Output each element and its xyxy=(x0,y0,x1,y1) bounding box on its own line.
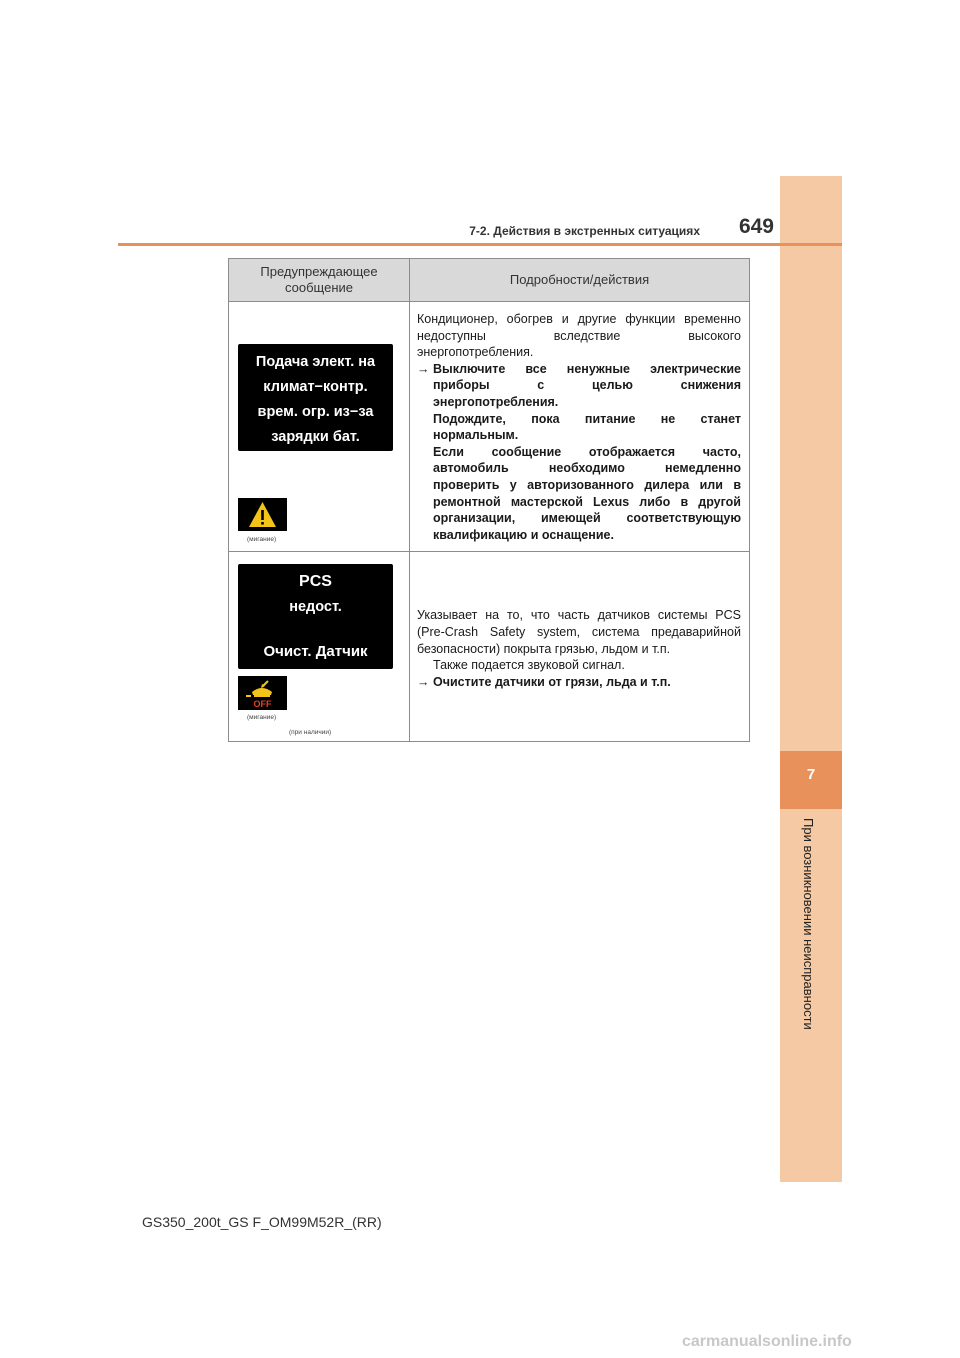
page-number: 649 xyxy=(738,215,774,238)
arrow-icon: → xyxy=(417,361,430,376)
action-block xyxy=(417,361,741,544)
display-line: Очист. Датчик xyxy=(263,643,368,661)
action-line: Очистите датчики от грязи, льда и т.п. xyxy=(433,674,671,689)
detail-line: Кондиционер, обогрев и другие функции временно xyxy=(417,312,741,326)
action-line: приборы с целью снижения xyxy=(433,378,741,393)
display-line: PCS xyxy=(299,573,332,591)
display-screen xyxy=(238,564,393,669)
table-row xyxy=(229,302,750,552)
detail-line: недоступны вследствие высокого xyxy=(417,328,741,343)
blink-caption: (мигание) xyxy=(247,536,277,543)
table-row xyxy=(229,552,750,742)
display-line: климат−контр. xyxy=(263,379,368,395)
col-header-details: Подробности/действия xyxy=(410,259,750,302)
action-line: Выключите все ненужные электрические xyxy=(433,361,741,376)
display-screen xyxy=(238,344,393,451)
action-line: нормальным. xyxy=(433,428,519,443)
arrow-icon: → xyxy=(417,674,430,689)
detail-line: безопасности) покрыта грязью, льдом и т.п. xyxy=(417,641,671,656)
section-title: 7-2. Действия в экстренных ситуациях xyxy=(469,224,700,238)
table-header-row xyxy=(229,259,750,302)
action-line: квалификацию и оснащение. xyxy=(433,527,614,542)
header-rule xyxy=(118,243,842,246)
pcs-off-icon xyxy=(238,676,287,710)
watermark: carmanualsonline.info xyxy=(682,1333,852,1350)
availability-caption: (при наличии) xyxy=(289,729,332,737)
chapter-number: 7 xyxy=(806,766,816,783)
action-line: Подождите, пока питание не станет xyxy=(433,411,741,426)
action-line: Если сообщение отображается часто, xyxy=(433,444,741,459)
detail-note: Также подается звуковой сигнал. xyxy=(433,658,625,673)
details-cell xyxy=(410,302,750,552)
model-code: GS350_200t_GS F_OM99M52R_(RR) xyxy=(142,1214,382,1230)
message-cell xyxy=(229,302,410,552)
message-cell xyxy=(229,552,410,742)
detail-line: энергопотребления. xyxy=(417,345,534,360)
action-line: организации, имеющей соответствующую xyxy=(433,511,741,526)
warning-table xyxy=(228,258,750,742)
display-line: Подача элект. на xyxy=(255,354,376,370)
display-line: врем. огр. из−за xyxy=(257,404,374,420)
detail-line: Указывает на то, что часть датчиков системы PCS xyxy=(417,608,741,623)
warning-triangle-icon xyxy=(238,498,287,531)
blink-caption: (мигание) xyxy=(247,714,277,722)
action-line: автомобиль необходимо немедленно xyxy=(433,461,741,476)
display-line: зарядки бат. xyxy=(271,429,360,445)
action-block xyxy=(417,674,741,691)
col-header-message: Предупреждающее сообщение xyxy=(229,259,410,302)
detail-line: (Pre-Crash Safety system, система предаварийной xyxy=(417,624,741,639)
action-line: ремонтной мастерской Lexus либо в другой xyxy=(433,494,741,509)
chapter-title-wrap xyxy=(780,818,842,1058)
action-line: энергопотребления. xyxy=(433,394,559,409)
chapter-title: При возникновении неисправности xyxy=(801,818,816,1030)
action-line: проверить у авторизованного дилера или в xyxy=(433,477,741,492)
pcs-off-label: OFF xyxy=(253,699,272,710)
display-line: недост. xyxy=(289,599,342,616)
details-cell xyxy=(410,552,750,742)
